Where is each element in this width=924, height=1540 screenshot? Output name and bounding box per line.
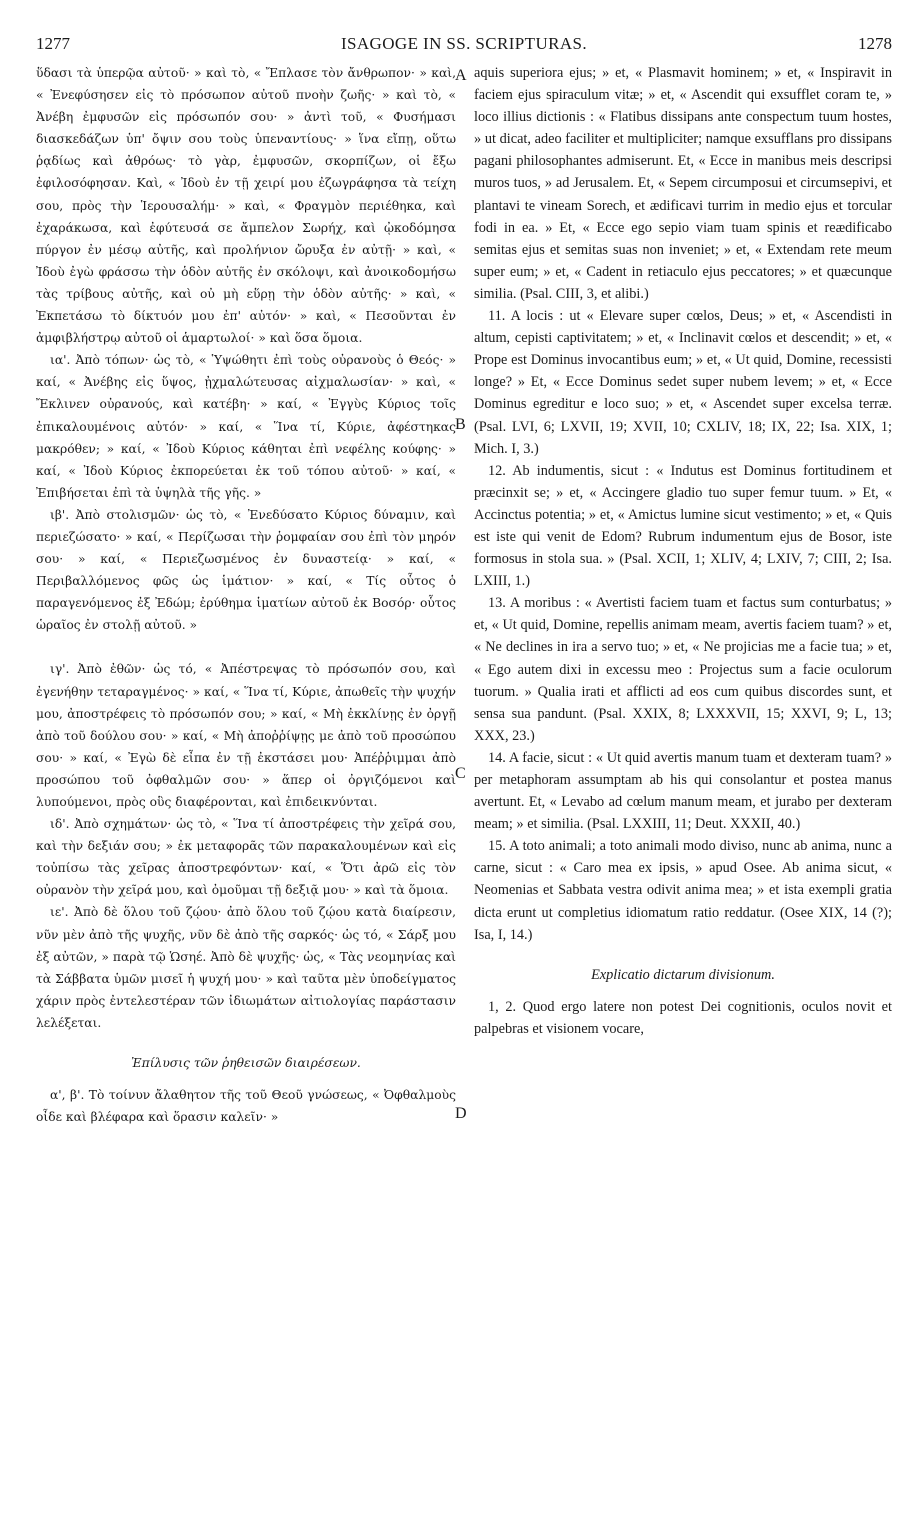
greek-paragraph: ιβ'. Ἀπὸ στολισμῶν· ὡς τὸ, « Ἐνεδύσατο Κύριος δύναμιν, καὶ περιεζώσατο· » καί, « Περίζωσαι τὴν ῥομφαίαν σου ἐπὶ τὸν μηρόν σου· » καί, « Περιεζωσμένος ἐν δυναστείᾳ· » καί, « Περιβαλλόμενος φῶς ὡς ἱμάτιον· » καί, « Τίς οὗτος ὁ παραγενόμενος ἐξ Ἐδώμ; ἐρύθημα ἱματίων αὐτοῦ ἐκ Βοσόρ· οὗτος ὡραῖος ἐν στολῇ αὐτοῦ. » xyxy=(36,507,456,633)
running-title: ISAGOGE IN SS. SCRIPTURAS. xyxy=(340,34,588,53)
greek-paragraph: ιγ'. Ἀπὸ ἐθῶν· ὡς τό, « Ἀπέστρεψας τὸ πρόσωπόν σου, καὶ ἐγενήθην τεταραγμένος· » καί, « Ἵνα τί, Κύριε, ἀπωθεῖς τὴν ψυχήν μου, ἀποστρέφεις τὸ πρόσωπόν σου; » καί, « Μὴ ἐκκλίνῃς ἐν ὀργῇ ἀπὸ τοῦ δούλου σου· » καί, « Μὴ ἀποῤῥίψῃς με ἀπὸ τοῦ προσώπου σου· » καί, « Ἐγὼ δὲ εἶπα ἐν τῇ ἐκστάσει μου· Ἀπέῤῥιμμαι ἀπὸ προσώπου τοῦ ὀφθαλμῶν σου· » ἅπερ οἱ ὀργιζόμενοι καὶ λυπούμενοι, πρὸς οὓς διαφέρονται, καὶ ἐπιδεικνύνται. xyxy=(36,662,456,809)
latin-paragraph: 14. A facie, sicut : « Ut quid avertis manum tuam et dexteram tuam? » per metaphoram assumptam ab his qui consolantur et postea manus avertunt. Et, « Levabo ad cœlum manum meam, et jurabo per dexteram meam; » et similia. (Psal. LXXIII, 11; Deut. XXXII, 40.) xyxy=(474,749,892,833)
latin-paragraph: 1, 2. Quod ergo latere non potest Dei cognitionis, oculos novit et palpebras et visionem vocare, xyxy=(474,998,892,1037)
margin-letter-c: C xyxy=(455,765,466,782)
greek-paragraph: ιε'. Ἀπὸ δὲ ὅλου τοῦ ζῴου· ἀπὸ ὅλου τοῦ ζῴου κατὰ διαίρεσιν, νῦν μὲν ἀπὸ τῆς ψυχῆς, νῦν δὲ ἀπὸ τῆς σαρκός· ὡς τό, « Σάρξ μου ἐξ αὐτῶν, » παρὰ τῷ Ὡσηέ. Ἀπὸ δὲ ψυχῆς· ὡς, « Τὰς νεομηνίας καὶ τὰ Σάββατα ὑμῶν μισεῖ ἡ ψυχή μου· » καὶ ταῦτα μὲν ὑποδείγματος χάριν πρὸς ἐντελεστέραν τῶν ἰδιωμάτων αἰτιολογίας παράστασιν λελέξεται. xyxy=(36,905,456,1030)
latin-paragraph: 15. A toto animali; a toto animali modo diviso, nunc ab anima, nunc a carne, sicut : « Caro mea ex ipsis, » apud Osee. Ab anima sicut, « Neomenias et Sabbata vestra odivit anima mea; » et ista exempli gratia dicta erunt ut completius idiomatum ratio reddatur. (Osee XIX, 14 (?); Isa, I, 14.) xyxy=(474,838,892,943)
greek-paragraph: α', β'. Τὸ τοίνυν ἄλαθητον τῆς τοῦ Θεοῦ γνώσεως, « Ὀφθαλμοὺς οἶδε καὶ βλέφαρα καὶ ὅρασιν καλεῖν· » xyxy=(36,1088,456,1125)
running-header xyxy=(36,34,892,60)
page-number-right: 1278 xyxy=(858,34,892,53)
greek-paragraph: ιδ'. Ἀπὸ σχημάτων· ὡς τὸ, « Ἵνα τί ἀποστρέφεις τὴν χεῖρά σου, καὶ τὴν δεξιάν σου; » ἐκ μεταφορᾶς τῶν παρακαλουμένων καὶ εἰς τοὐπίσω τὰς χεῖρας ἀποστρεφόντων· καί, « Ὅτι ἀρῶ εἰς τὸν οὐρανὸν τὴν χεῖρά μου, καὶ ὀμοῦμαι τῇ δεξιᾷ μου· » καὶ τὰ ὅμοια. xyxy=(36,817,456,898)
latin-paragraph: 13. A moribus : « Avertisti faciem tuam et factus sum conturbatus; » et, « Ut quid, Domine, repellis animam meam, avertis faciem tuam? » et, « Ne declines in ira a servo tuo; » et, « Ne projicias me a facie tua; » et, « Ego autem dixi in excessu meo : Projectus sum a facie oculorum tuorum. » Qualia irati et afflicti ad eos cum quibus discordes sunt, et sensa sua pandunt. (Psal. XXIX, 8; LXXXVII, 15; XXVI, 9; L, 13; XXX, 23.) xyxy=(474,595,892,744)
margin-letter-b: B xyxy=(455,416,466,433)
margin-letter-d: D xyxy=(455,1105,467,1122)
page-number-left: 1277 xyxy=(36,34,70,53)
greek-paragraph: ια'. Ἀπὸ τόπων· ὡς τὸ, « Ὑψώθητι ἐπὶ τοὺς οὐρανοὺς ὁ Θεός· » καί, « Ἀνέβης εἰς ὕψος, ᾐχμαλώτευσας αἰχμαλωσίαν· » καὶ, « Ἔκλινεν οὐρανούς, καὶ κατέβη· » καί, « Ἐγγὺς Κύριος τοῖς ἐπικαλουμένοις αὐτόν· » καί, « Ἵνα τί, Κύριε, ἀφέστηκας μακρόθεν; » καί, « Ἰδοὺ Κύριος κάθηται ἐπὶ νεφέλης κούφης· » καί, « Ἰδοὺ Κύριος ἐκπορεύεται ἐκ τοῦ τόπου αὐτοῦ· » καί, « Ἐπιβήσεται ἐπὶ τὰ ὑψηλὰ τῆς γῆς. » xyxy=(36,353,456,500)
latin-paragraph: aquis superiora ejus; » et, « Plasmavit hominem; » et, « Inspiravit in faciem ejus spiraculum vitæ; » et, « Ascendit qui exsufflet coram te, » loco illius dictionis : « Flatibus dissipans ante conspectum tuum hostes, » ut dicat, adeo faciliter et multipliciter; namque exsufflans pro dissipans pagani philosophantes admiserunt. Et, « Ecce in manibus meis descripsi muros tuos, » ad Jerusalem. Et, « Sepem circumposui et circumsepivi, et plantavi te vineam Sorech, et ædificavi turrim in medio ejus et torcular fodi in ea. » Et, « Ecce ego sepio viam tuam spinis et reædificabo semitas ejus et semitas suas non inveniet; » et, « Extendam rete meum super eum; » et, « Cadent in retiaculo ejus peccatores; » et quæcunque similia. (Psal. CIII, 3, et alibi.) xyxy=(474,65,892,302)
latin-paragraph: 12. Ab indumentis, sicut : « Indutus est Dominus fortitudinem et præcinxit se; » et, « Accingere gladio tuo super femur tuum. » Et, « Accinctus potentia; » et, « Amictus lumine sicut vestimento; » et, « Quis est iste qui venit de Edom? Rubrum indumentum ejus de Bosor, iste formosus in stola sua. » (Psal. XCII, 1; XLIV, 4; LXIV, 7; CIII, 2; Isa. LXIII, 1.) xyxy=(474,462,892,590)
greek-column xyxy=(36,62,456,1532)
latin-section-heading: Explicatio dictarum divisionum. xyxy=(591,966,775,983)
margin-letter-a: A xyxy=(455,67,467,84)
latin-column xyxy=(474,62,892,1532)
greek-paragraph: ὕδασι τὰ ὑπερῷα αὐτοῦ· » καὶ τὸ, « Ἔπλασε τὸν ἄνθρωπον· » καὶ, « Ἐνεφύσησεν εἰς τὸ πρόσωπον αὐτοῦ πνοὴν ζωῆς· » καὶ τὸ, « Ἀνέβη ἐμφυσῶν εἰς πρόσωπόν σου· » ἀντὶ τοῦ, « Φυσήμασι διασκεδάζων ὑπ' ὄψιν σου τοὺς ὑπεναντίους· » ἵνα εἴπῃ, οὕτω ῥᾳδίως καὶ ἀθρόως· τὸ γὰρ, ἐμφυσῶν, σκορπίζων, οἱ ἔξω ἐφιλοσόφησαν. Καὶ, « Ἰδοὺ ἐν τῇ χειρί μου ἐζωγράφησα τὰ τείχη σου, πρὸς τὴν Ἱερουσαλήμ· » καὶ, « Φραγμὸν περιέθηκα, καὶ ἐχαράκωσα, καὶ ἐφύτευσά σε ἄμπελον Σωρήχ, καὶ ᾠκοδόμησα πύργον ἐν μέσῳ αὐτῆς, καὶ προλήνιον ὤρυξα ἐν αὐτῇ· » καὶ, « Ἰδοὺ ἐγὼ φράσσω τὴν ὁδὸν αὐτῆς ἐν σκόλοψι, καὶ ἀνοικοδομήσω τὰς τρίβους αὐτῆς, καὶ οὐ μὴ εὕρῃ τὴν ὁδὸν αὐτῆς· » καὶ, « Ἐκπετάσω τὸ δίκτυόν μου ἐπ' αὐτόν· » καὶ, « Πεσοῦνται ἐν ἀμφιβλήστρῳ αὐτοῦ οἱ ἁμαρτωλοί· » καὶ ὅσα ὅμοια. xyxy=(36,66,456,346)
latin-paragraph: 11. A locis : ut « Elevare super cœlos, Deus; » et, « Ascendisti in altum, cepisti captivitatem; » et, « Inclinavit cœlos et descendit; » et, « Prope est Dominus invocantibus eum; » et, « Ut quid, Domine, recessisti longe? » Et, « Ecce Dominus sedet super nubem levem; » et, « Ecce Dominus egreditur e loco suo; » et, « Ascendet super excelsa terræ. (Psal. LVI, 6; LXVII, 19; XVII, 10; CXLIV, 18; IX, 22; Isa. XIX, 1; Mich. I, 3.) xyxy=(474,308,892,457)
greek-section-heading: Ἐπίλυσις τῶν ῥηθεισῶν διαιρέσεων. xyxy=(131,1056,361,1071)
